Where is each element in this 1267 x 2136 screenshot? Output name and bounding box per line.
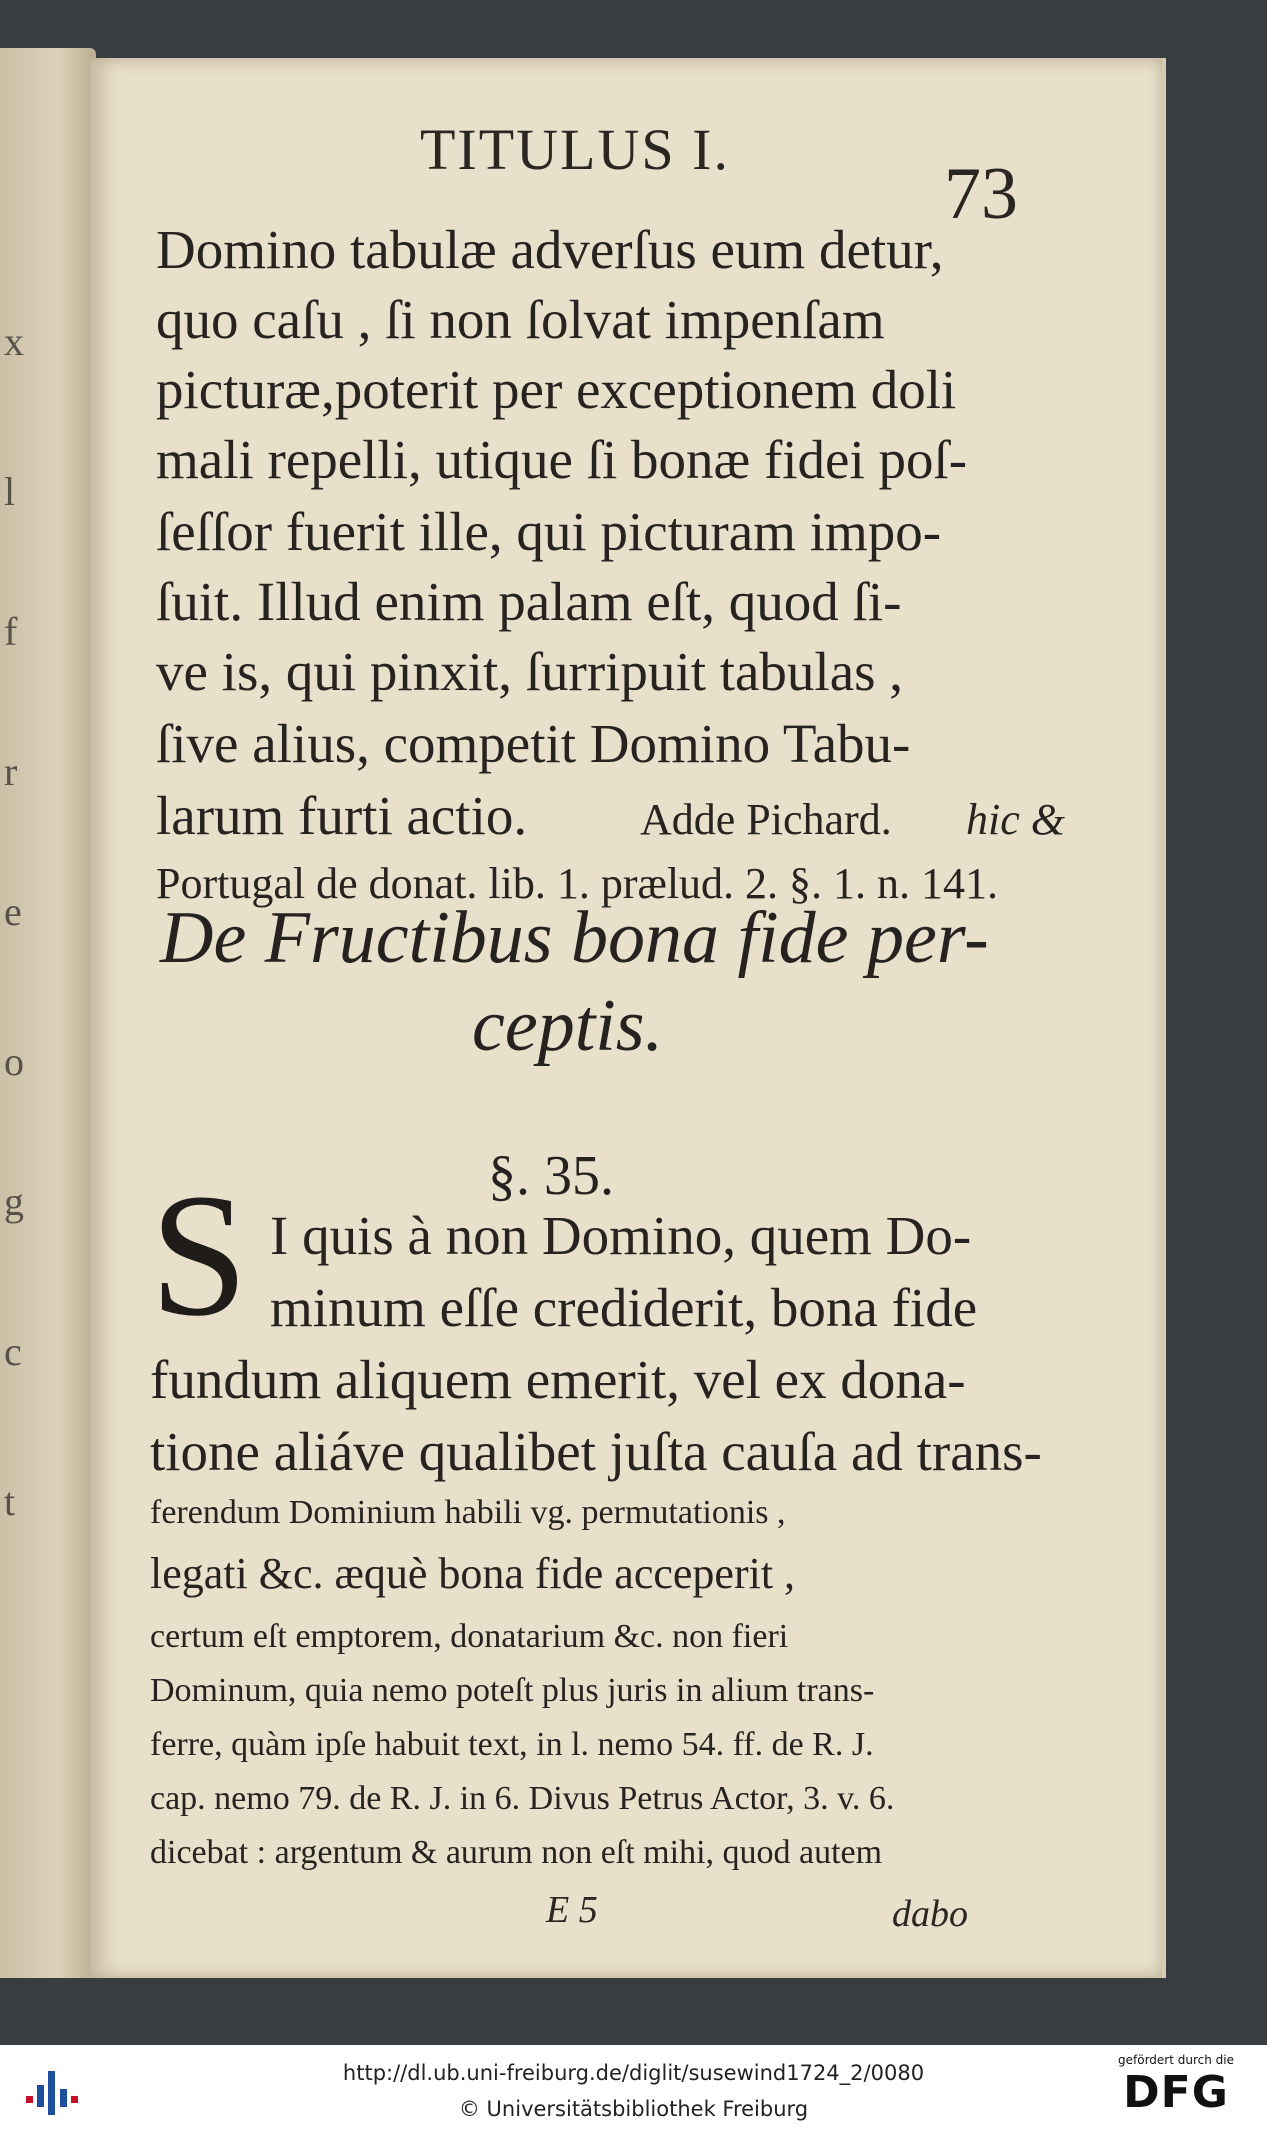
text-line: fundum aliquem emerit, vel ex dona- [150,1349,966,1410]
text-line: I quis à non Domino, quem Do- [270,1205,972,1266]
left-page-fragment: g [4,1179,24,1224]
dfg-funding-badge [1101,2053,1251,2129]
section-heading-line-2: ceptis. [472,985,664,1067]
citation-hic: hic & [966,795,1065,844]
text-line: dicebat : argentum & aurum non eſt mihi, quod autem [150,1834,883,1871]
text-line: legati &c. æquè bona fide acceperit , [150,1549,796,1598]
catchword: dabo [892,1893,968,1935]
book-page [90,58,1166,1978]
text-line: cap. nemo 79. de R. J. in 6. Divus Petrus Actor, 3. v. 6. [150,1780,895,1817]
copyright-text: © Universitätsbibliothek Freiburg [458,2097,809,2121]
left-page-fragment: c [4,1329,22,1374]
text-line: quo caſu , ſi non ſolvat impenſam [156,289,885,350]
text-line: ſive alius, competit Domino Tabu- [156,713,911,774]
text-line: Domino tabulæ adverſus eum detur, [156,219,944,280]
left-page-fragment: f [4,609,18,654]
left-page-fragment: t [4,1479,16,1524]
section-heading-line-1: De Fructibus bona fide per- [160,897,989,979]
running-title: TITULUS I. [420,117,730,182]
permalink-url[interactable]: http://dl.ub.uni-freiburg.de/diglit/susewind1724_2/0080 [342,2061,925,2085]
citation-line: Portugal de donat. lib. 1. prælud. 2. §. 1. n. 141. [156,859,999,908]
text-line: ferendum Dominium habili vg. permutationis , [150,1494,786,1531]
left-page-edge [0,48,96,1978]
text-line: mali repelli, utique ſi bonæ fidei poſ- [156,429,968,490]
dfg-caption: gefördert durch die [1118,2053,1234,2067]
left-page-fragment: r [4,749,18,794]
text-line: picturæ,poterit per exceptionem doli [156,359,957,420]
text-line: ve is, qui pinxit, ſurripuit tabulas , [156,641,904,702]
page-number: 73 [944,153,1018,235]
left-page-fragment: e [4,889,22,934]
left-page-fragment: x [4,319,24,364]
text-line: minum eſſe crediderit, bona fide [270,1277,978,1338]
text-line: ferre, quàm ipſe habuit text, in l. nemo 54. ff. de R. J. [150,1726,874,1763]
text-line: tione aliáve qualibet juſta cauſa ad trans- [150,1421,1042,1482]
text-line: ſeſſor fuerit ille, qui picturam impo- [156,501,942,562]
viewer-footer [0,2045,1267,2136]
text-line: certum eſt emptorem, donatarium &c. non fieri [150,1618,789,1655]
drop-cap: S [150,1158,248,1353]
left-page-fragment: o [4,1039,24,1084]
signature-mark: E 5 [546,1889,598,1931]
left-page-fragment: l [4,469,16,514]
text-line: ſuit. Illud enim palam eſt, quod ſi- [156,571,902,632]
text-line: Dominum, quia nemo poteſt plus juris in alium trans- [150,1672,875,1709]
section-mark: §. 35. [488,1145,614,1207]
dfg-logo: DFG [1123,2067,1229,2118]
citation-addendum: Adde Pichard. [640,795,892,844]
text-line: larum furti actio. [156,785,528,846]
